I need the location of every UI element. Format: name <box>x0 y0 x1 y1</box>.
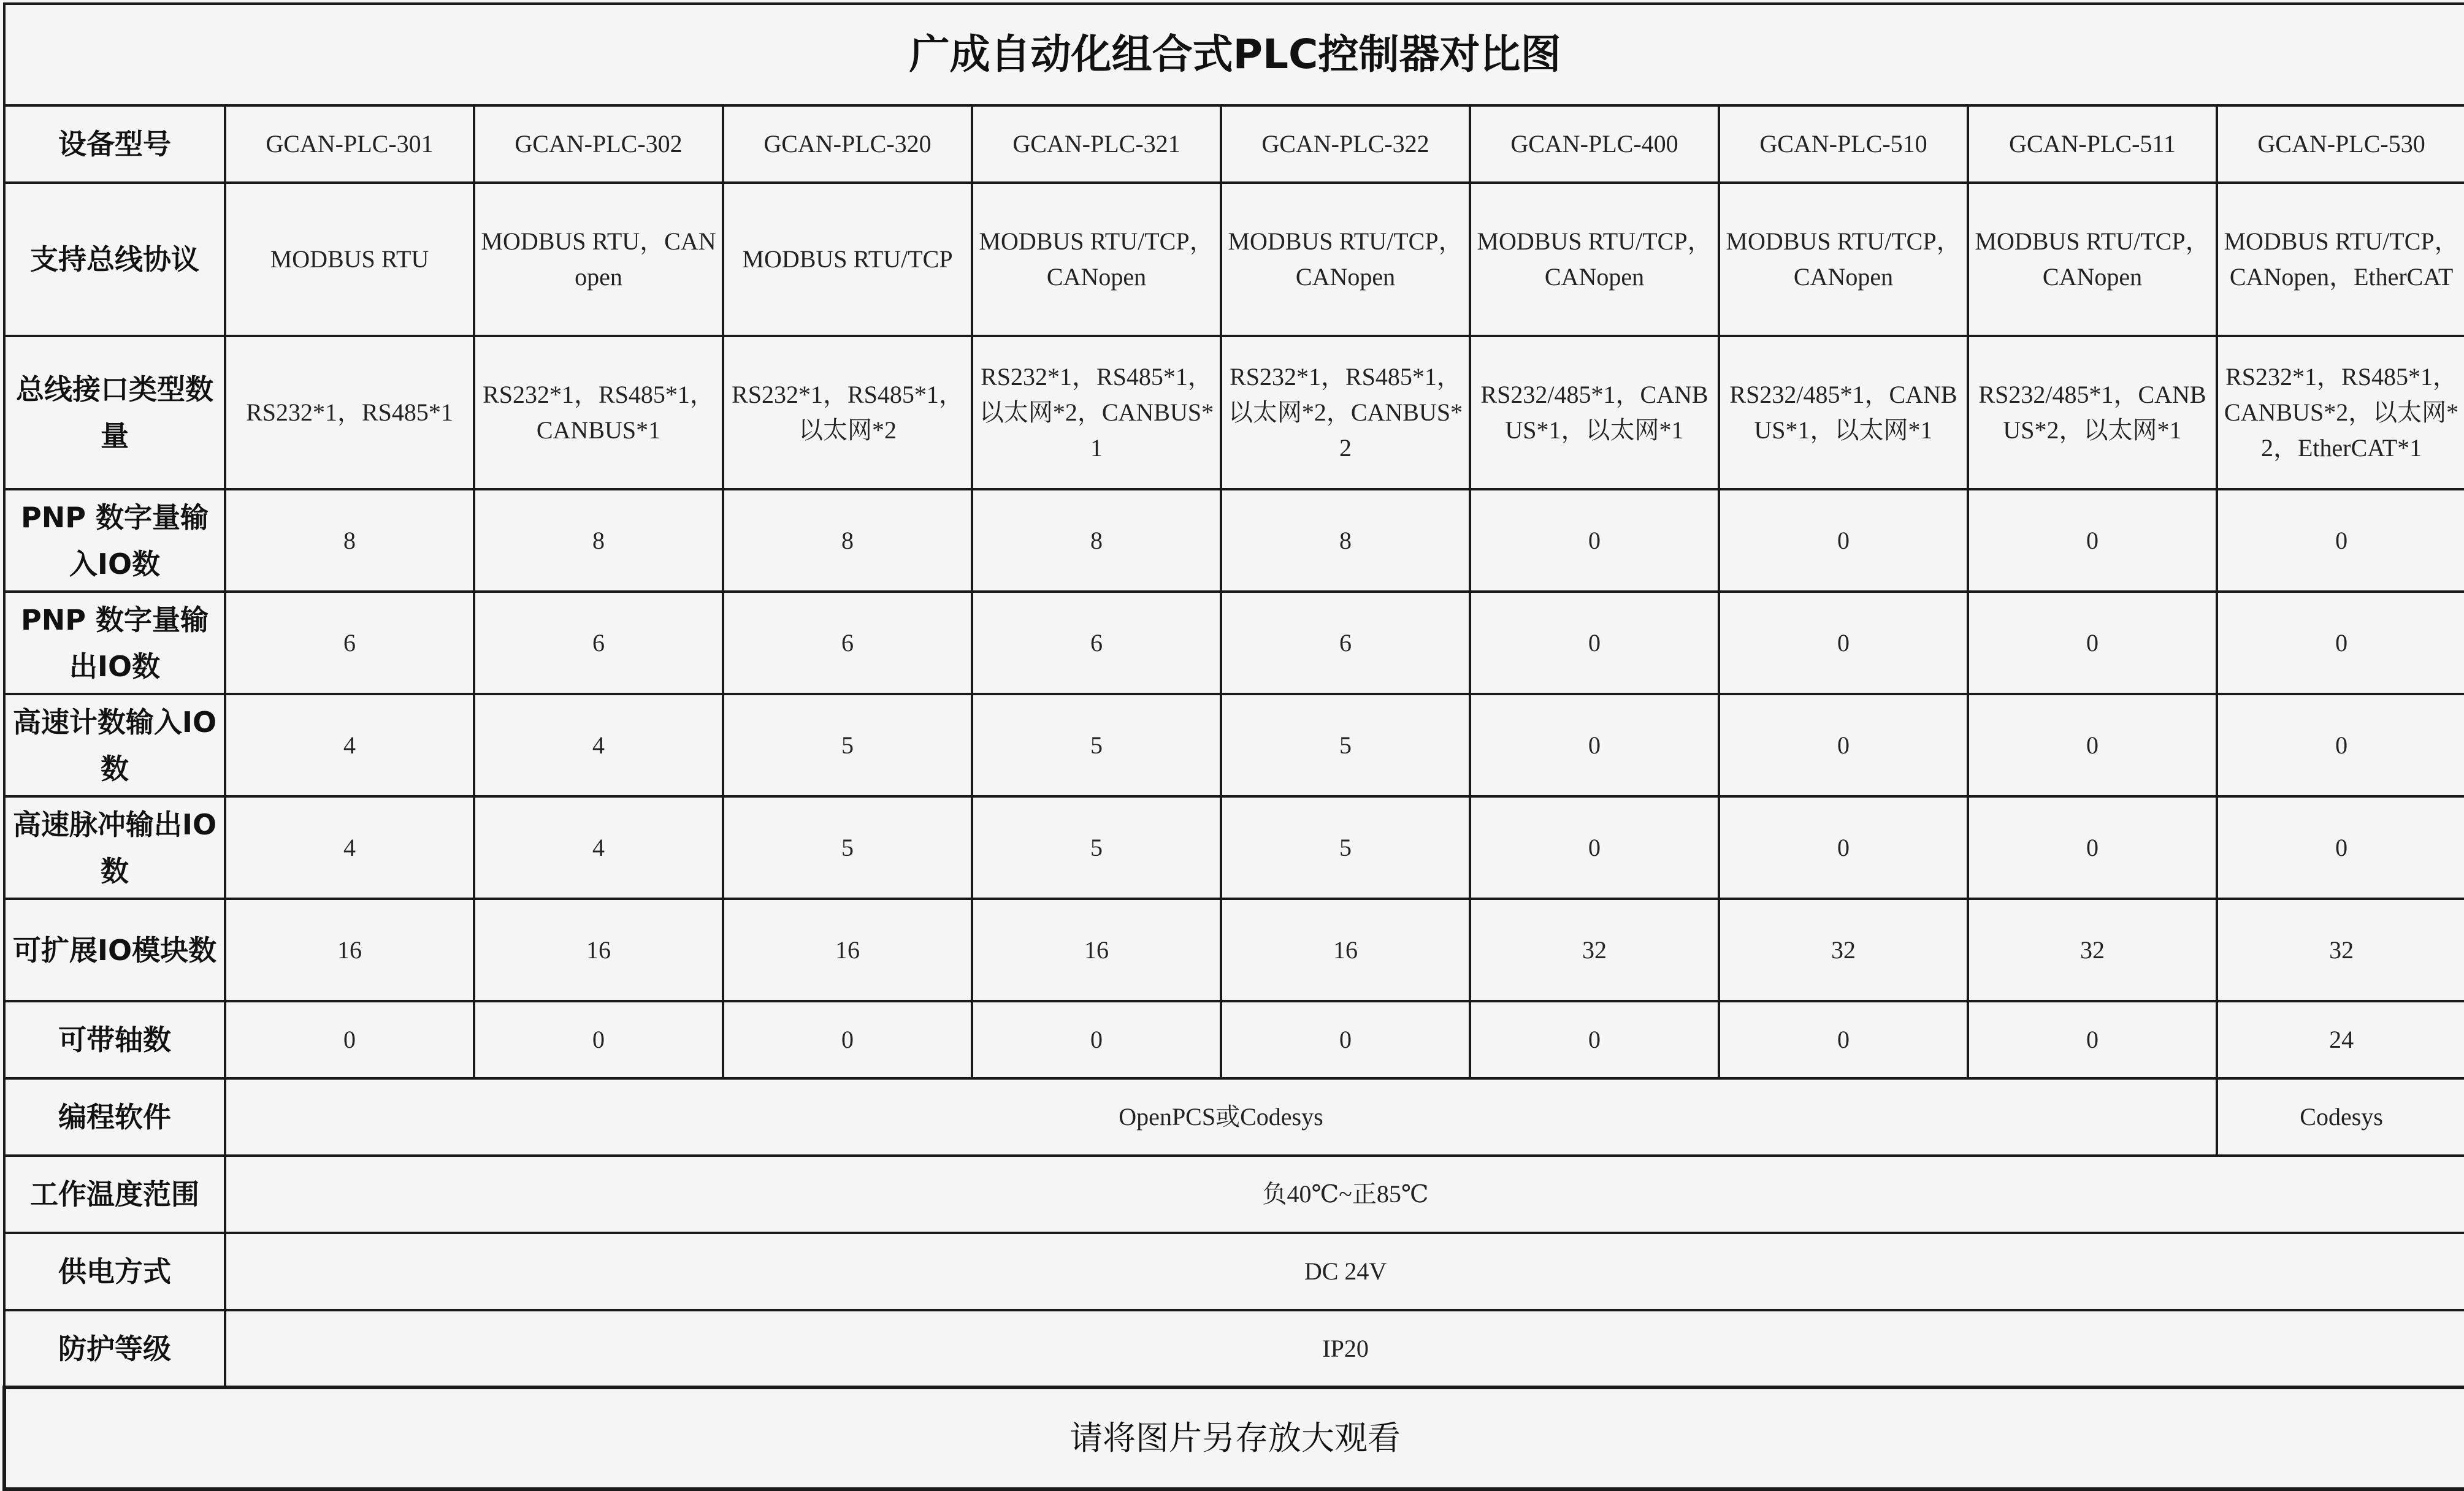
protocol-cell: MODBUS RTU/TCP <box>723 183 972 336</box>
comparison-table <box>2 2 2464 1491</box>
footer-note: 请将图片另存放大观看 <box>4 1387 2464 1489</box>
axes-cell: 0 <box>723 1001 972 1078</box>
table-row <box>4 1310 2464 1387</box>
hs-count-cell: 4 <box>225 694 474 796</box>
hs-count-cell: 5 <box>1221 694 1470 796</box>
model-cell: GCAN-PLC-510 <box>1719 105 1968 183</box>
ext-modules-cell: 32 <box>2217 899 2464 1001</box>
pnp-output-cell: 0 <box>1719 592 1968 694</box>
table-row <box>4 796 2464 899</box>
protocol-cell: MODBUS RTU/TCP，CANopen <box>1968 183 2217 336</box>
protocol-cell: MODBUS RTU，CANopen <box>474 183 723 336</box>
model-cell: GCAN-PLC-511 <box>1968 105 2217 183</box>
pnp-input-cell: 0 <box>1968 489 2217 592</box>
title-row <box>4 4 2464 105</box>
table-row <box>4 1001 2464 1078</box>
interface-cell: RS232*1，RS485*1，CANBUS*2，以太网*2，EtherCAT*1 <box>2217 336 2464 489</box>
model-cell: GCAN-PLC-302 <box>474 105 723 183</box>
interface-cell: RS232*1，RS485*1，CANBUS*1 <box>474 336 723 489</box>
protocol-cell: MODBUS RTU/TCP，CANopen，EtherCAT <box>2217 183 2464 336</box>
pnp-input-cell: 0 <box>2217 489 2464 592</box>
table-row <box>4 105 2464 183</box>
model-cell: GCAN-PLC-301 <box>225 105 474 183</box>
protocol-cell: MODBUS RTU/TCP，CANopen <box>1719 183 1968 336</box>
protocol-cell: MODBUS RTU <box>225 183 474 336</box>
row-header-model: 设备型号 <box>4 105 225 183</box>
interface-cell: RS232*1，RS485*1，以太网*2，CANBUS*2 <box>1221 336 1470 489</box>
axes-cell: 0 <box>474 1001 723 1078</box>
ext-modules-cell: 16 <box>474 899 723 1001</box>
hs-count-cell: 5 <box>972 694 1221 796</box>
pnp-output-cell: 6 <box>972 592 1221 694</box>
interface-cell: RS232*1，RS485*1，以太网*2，CANBUS*1 <box>972 336 1221 489</box>
axes-cell: 0 <box>225 1001 474 1078</box>
ext-modules-cell: 32 <box>1470 899 1719 1001</box>
footer-row <box>4 1387 2464 1489</box>
row-header-software: 编程软件 <box>4 1078 225 1156</box>
table-row <box>4 694 2464 796</box>
table-row <box>4 592 2464 694</box>
pnp-input-cell: 8 <box>723 489 972 592</box>
interface-cell: RS232/485*1，CANBUS*1，以太网*1 <box>1719 336 1968 489</box>
table-row <box>4 183 2464 336</box>
ext-modules-cell: 16 <box>723 899 972 1001</box>
software-530-cell: Codesys <box>2217 1078 2464 1156</box>
hs-count-cell: 4 <box>474 694 723 796</box>
axes-cell: 0 <box>972 1001 1221 1078</box>
model-cell: GCAN-PLC-400 <box>1470 105 1719 183</box>
pnp-input-cell: 8 <box>474 489 723 592</box>
row-header-protocol: 支持总线协议 <box>4 183 225 336</box>
software-common-cell: OpenPCS或Codesys <box>225 1078 2217 1156</box>
pnp-input-cell: 0 <box>1470 489 1719 592</box>
table-row <box>4 1233 2464 1310</box>
row-header-pnp-output: PNP 数字量输出IO数 <box>4 592 225 694</box>
pnp-output-cell: 0 <box>1968 592 2217 694</box>
pnp-output-cell: 6 <box>225 592 474 694</box>
row-header-hs-count: 高速计数输入IO数 <box>4 694 225 796</box>
hs-pulse-cell: 0 <box>1470 796 1719 899</box>
pnp-input-cell: 8 <box>1221 489 1470 592</box>
protection-cell: IP20 <box>225 1310 2464 1387</box>
pnp-output-cell: 6 <box>723 592 972 694</box>
table-row <box>4 489 2464 592</box>
row-header-temp: 工作温度范围 <box>4 1156 225 1233</box>
hs-pulse-cell: 0 <box>1719 796 1968 899</box>
row-header-protection: 防护等级 <box>4 1310 225 1387</box>
interface-cell: RS232/485*1，CANBUS*1，以太网*1 <box>1470 336 1719 489</box>
ext-modules-cell: 16 <box>1221 899 1470 1001</box>
comparison-sheet <box>2 2 2460 1485</box>
hs-pulse-cell: 5 <box>972 796 1221 899</box>
page-title: 广成自动化组合式PLC控制器对比图 <box>4 4 2464 105</box>
protocol-cell: MODBUS RTU/TCP，CANopen <box>1221 183 1470 336</box>
axes-cell: 0 <box>1719 1001 1968 1078</box>
pnp-output-cell: 0 <box>2217 592 2464 694</box>
axes-cell: 0 <box>1221 1001 1470 1078</box>
temp-cell: 负40℃~正85℃ <box>225 1156 2464 1233</box>
pnp-input-cell: 8 <box>972 489 1221 592</box>
pnp-output-cell: 0 <box>1470 592 1719 694</box>
hs-pulse-cell: 4 <box>474 796 723 899</box>
row-header-power: 供电方式 <box>4 1233 225 1310</box>
pnp-input-cell: 8 <box>225 489 474 592</box>
axes-cell: 24 <box>2217 1001 2464 1078</box>
row-header-axes: 可带轴数 <box>4 1001 225 1078</box>
table-row <box>4 1156 2464 1233</box>
hs-pulse-cell: 5 <box>1221 796 1470 899</box>
pnp-output-cell: 6 <box>474 592 723 694</box>
table-row <box>4 1078 2464 1156</box>
hs-count-cell: 0 <box>1968 694 2217 796</box>
interface-cell: RS232*1，RS485*1，以太网*2 <box>723 336 972 489</box>
axes-cell: 0 <box>1470 1001 1719 1078</box>
hs-count-cell: 0 <box>2217 694 2464 796</box>
power-cell: DC 24V <box>225 1233 2464 1310</box>
interface-cell: RS232*1，RS485*1 <box>225 336 474 489</box>
row-header-interfaces: 总线接口类型数量 <box>4 336 225 489</box>
row-header-ext-modules: 可扩展IO模块数 <box>4 899 225 1001</box>
axes-cell: 0 <box>1968 1001 2217 1078</box>
ext-modules-cell: 32 <box>1719 899 1968 1001</box>
model-cell: GCAN-PLC-530 <box>2217 105 2464 183</box>
row-header-hs-pulse: 高速脉冲输出IO数 <box>4 796 225 899</box>
pnp-input-cell: 0 <box>1719 489 1968 592</box>
pnp-output-cell: 6 <box>1221 592 1470 694</box>
table-row <box>4 336 2464 489</box>
hs-pulse-cell: 0 <box>2217 796 2464 899</box>
row-header-pnp-input: PNP 数字量输入IO数 <box>4 489 225 592</box>
hs-count-cell: 5 <box>723 694 972 796</box>
ext-modules-cell: 16 <box>972 899 1221 1001</box>
hs-pulse-cell: 4 <box>225 796 474 899</box>
model-cell: GCAN-PLC-322 <box>1221 105 1470 183</box>
hs-pulse-cell: 0 <box>1968 796 2217 899</box>
hs-count-cell: 0 <box>1719 694 1968 796</box>
model-cell: GCAN-PLC-320 <box>723 105 972 183</box>
table-row <box>4 899 2464 1001</box>
hs-count-cell: 0 <box>1470 694 1719 796</box>
ext-modules-cell: 16 <box>225 899 474 1001</box>
hs-pulse-cell: 5 <box>723 796 972 899</box>
interface-cell: RS232/485*1，CANBUS*2，以太网*1 <box>1968 336 2217 489</box>
model-cell: GCAN-PLC-321 <box>972 105 1221 183</box>
protocol-cell: MODBUS RTU/TCP，CANopen <box>1470 183 1719 336</box>
ext-modules-cell: 32 <box>1968 899 2217 1001</box>
protocol-cell: MODBUS RTU/TCP，CANopen <box>972 183 1221 336</box>
